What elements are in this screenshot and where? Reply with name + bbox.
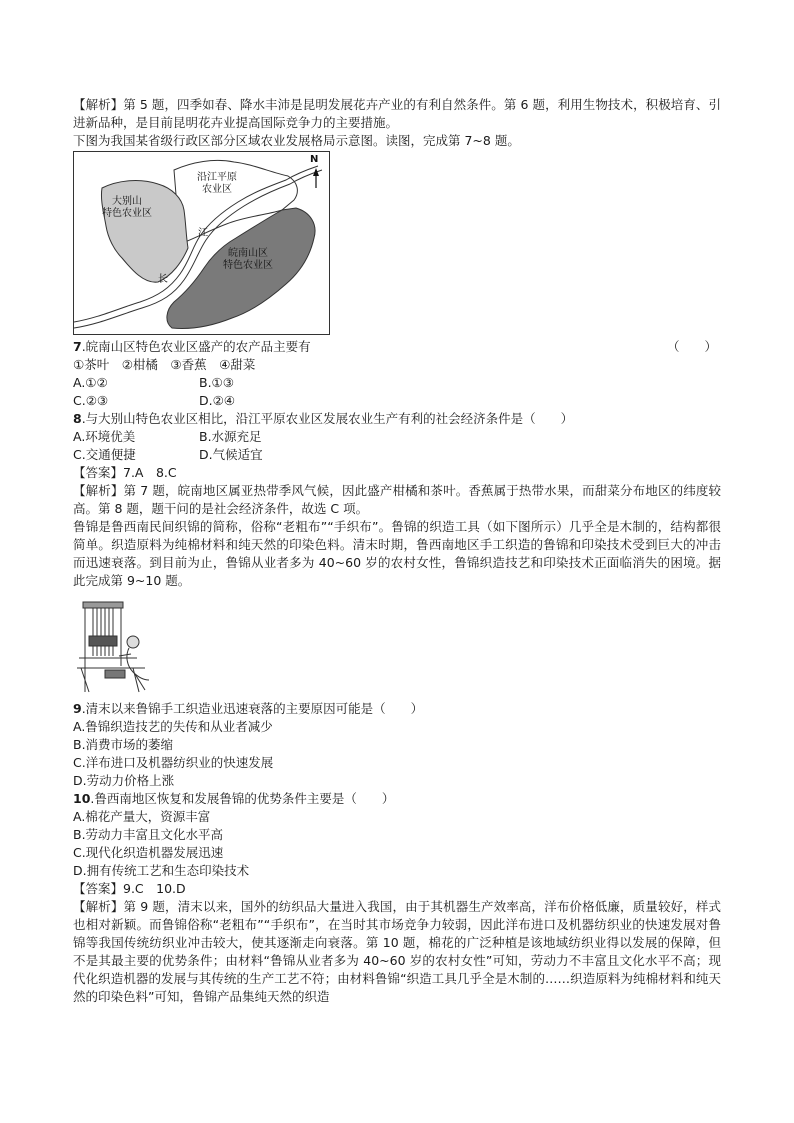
q7-items: ①茶叶 ②柑橘 ③香蕉 ④甜菜 — [73, 357, 256, 372]
q10-number: 10 — [73, 791, 91, 806]
q10-options — [73, 808, 721, 880]
yanjiang-label-line1: 沿江平原 — [197, 172, 237, 183]
wannan-label — [208, 248, 288, 272]
dabie-label-line1: 大别山 — [112, 196, 142, 207]
q9-number: 9 — [73, 701, 82, 716]
q8-option-d: D.气候适宜 — [199, 447, 263, 462]
q7-option-a: A.①② — [73, 375, 108, 390]
agriculture-map — [73, 151, 330, 335]
q8-option-c: C.交通便捷 — [73, 447, 136, 462]
document-page — [73, 96, 721, 1006]
q8-stem: .与大别山特色农业区相比，沿江平原农业区发展农业生产有利的社会经济条件是（ ） — [81, 411, 574, 426]
question-7 — [73, 338, 721, 356]
q9-option-d: D.劳动力价格上涨 — [73, 773, 175, 788]
q10-option-a: A.棉花产量大，资源丰富 — [73, 809, 211, 824]
q9-options — [73, 718, 721, 790]
q7-answer-blank: （ ） — [666, 339, 717, 354]
wannan-label-line2: 特色农业区 — [223, 260, 273, 271]
q8-options-row2 — [73, 446, 721, 464]
passage-9-10: 鲁锦是鲁西南民间织锦的简称，俗称“老粗布”“手织布”。鲁锦的织造工具（如下图所示）几乎全是木制的，结构都很简单。织造原料为纯棉材料和纯天然的印染色料。清末时期，鲁西南地区手工织造的鲁锦和印染技术受到巨大的冲击而迅速衰落。到目前为止，鲁锦从业者多为 40~60 岁的农村女性，鲁锦织造技艺和印染技术正面临消失的困境。据此完成第 9~10 题。 — [73, 519, 721, 588]
river-char-chang: 长 — [158, 274, 168, 285]
q10-option-b: B.劳动力丰富且文化水平高 — [73, 827, 224, 842]
q10-option-d: D.拥有传统工艺和生态印染技术 — [73, 863, 250, 878]
answer-9-10: 【答案】9.C 10.D — [73, 881, 186, 896]
analysis-5-6: 【解析】第 5 题，四季如春、降水丰沛是昆明发展花卉产业的有利自然条件。第 6 题，利用生物技术，积极培育、引进新品种，是目前昆明花卉业提高国际竞争力的主要措施。 — [73, 97, 721, 130]
q7-stem: .皖南山区特色农业区盛产的农产品主要有 — [81, 339, 311, 354]
analysis-9-10: 【解析】第 9 题，清末以来，国外的纺织品大量进入我国，由于其机器生产效率高，洋布价格低廉，质量较好，样式也相对新颖。而鲁锦俗称“老粗布”“手织布”，在当时其市场竞争力较弱，因此洋布进口及机器纺织业的快速发展对鲁锦等我国传统纺织业冲击较大，使其逐渐走向衰落。第 10 题，棉花的广泛种植是该地域纺织业得以发展的保障，但不是其最主要的优势条件；由材料“鲁锦从业者多为 40~60 岁的农村女性”可知，劳动力不丰富且文化水平不高；现代化织造机器的发展与其传统的生产工艺不符；由材料鲁锦“织造工具几乎全是木制的……织造原料为纯棉材料和纯天然的印染色料”可知，鲁锦产品集纯天然的织造 — [73, 899, 721, 1004]
q9-option-b: B.消费市场的萎缩 — [73, 737, 174, 752]
answer-7-8: 【答案】7.A 8.C — [73, 465, 177, 480]
q7-option-c: C.②③ — [73, 393, 109, 408]
q7-options-row1 — [73, 374, 721, 392]
analysis-7-8: 【解析】第 7 题，皖南地区属亚热带季风气候，因此盛产柑橘和茶叶。香蕉属于热带水果，而甜菜分布地区的纬度较高。第 8 题，题干问的是社会经济条件，故选 C 项。 — [73, 483, 721, 516]
q7-option-d: D.②④ — [199, 393, 236, 408]
loom-drawing — [75, 596, 153, 696]
yanjiang-label-line2: 农业区 — [202, 184, 232, 195]
q9-option-c: C.洋布进口及机器纺织业的快速发展 — [73, 755, 274, 770]
question-10 — [73, 790, 721, 808]
intro-7-8: 下图为我国某省级行政区部分区域农业发展格局示意图。读图，完成第 7~8 题。 — [73, 133, 520, 148]
q7-number: 7 — [73, 339, 82, 354]
question-9 — [73, 700, 721, 718]
q7-options-row2 — [73, 392, 721, 410]
q8-options-row1 — [73, 428, 721, 446]
question-8 — [73, 410, 721, 428]
river-char-jiang: 江 — [198, 228, 208, 239]
dabie-label-line2: 特色农业区 — [102, 208, 152, 219]
north-label: N — [310, 154, 319, 165]
q8-option-a: A.环境优美 — [73, 429, 136, 444]
q8-number: 8 — [73, 411, 82, 426]
q9-option-a: A.鲁锦织造技艺的失传和从业者减少 — [73, 719, 273, 734]
loom-illustration — [75, 596, 153, 696]
yanjiang-label — [182, 172, 252, 196]
wannan-label-line1: 皖南山区 — [228, 248, 268, 259]
q10-stem: .鲁西南地区恢复和发展鲁锦的优势条件主要是（ ） — [90, 791, 395, 806]
q8-option-b: B.水源充足 — [199, 429, 262, 444]
q7-option-b: B.①③ — [199, 375, 234, 390]
q9-stem: .清末以来鲁锦手工织造业迅速衰落的主要原因可能是（ ） — [81, 701, 424, 716]
dabie-label — [92, 196, 162, 220]
q10-option-c: C.现代化织造机器发展迅速 — [73, 845, 224, 860]
